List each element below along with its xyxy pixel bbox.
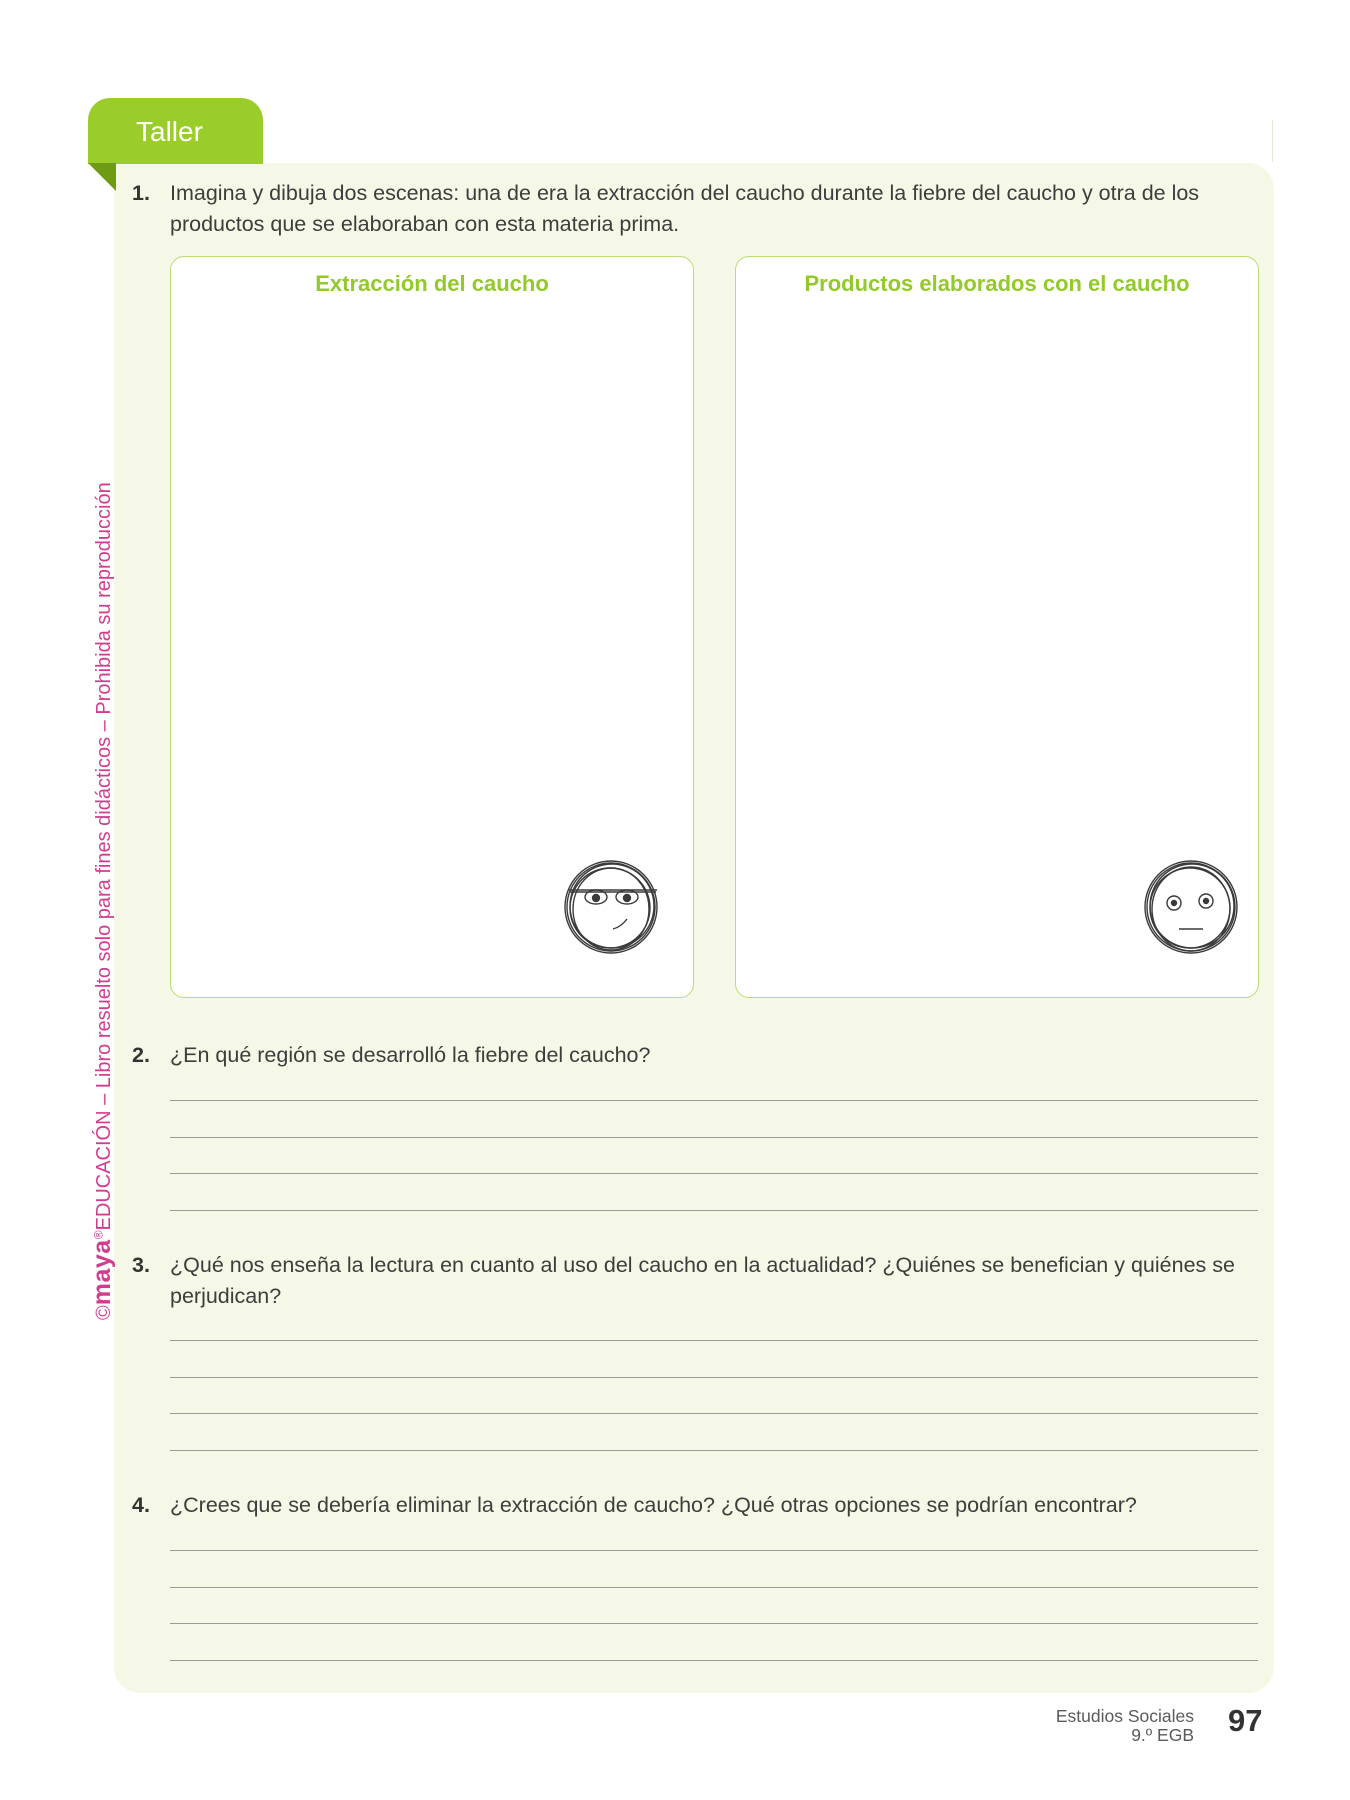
question-text: ¿En qué región se desarrolló la fiebre del caucho? — [170, 1043, 651, 1067]
question-2 — [132, 1040, 1262, 1071]
question-number: 3. — [132, 1253, 150, 1277]
drawing-box-products[interactable] — [735, 256, 1259, 998]
question-4 — [132, 1490, 1262, 1521]
copyright-notice: EDUCACIÓN – Libro resuelto solo para fines didácticos – Prohibida su reproducción — [93, 482, 115, 1231]
brand-logo-text: maya — [88, 1239, 116, 1306]
question-1 — [132, 178, 1262, 240]
answer-line[interactable] — [170, 1550, 1258, 1551]
answer-line[interactable] — [170, 1587, 1258, 1588]
question-text: ¿Crees que se debería eliminar la extracción de caucho? ¿Qué otras opciones se podrían encontrar? — [170, 1493, 1137, 1517]
page-number: 97 — [1228, 1703, 1263, 1738]
top-divider — [1272, 120, 1273, 162]
answer-line[interactable] — [170, 1450, 1258, 1451]
answer-line[interactable] — [170, 1377, 1258, 1378]
drawing-box-title: Productos elaborados con el caucho — [804, 271, 1190, 296]
smiling-face-sketch-icon — [561, 857, 661, 957]
drawing-box-title: Extracción del caucho — [315, 271, 549, 296]
question-text: ¿Qué nos enseña la lectura en cuanto al uso del caucho en la actualidad? ¿Quiénes se benefician y quiénes se perjudican? — [170, 1253, 1235, 1308]
section-tab-label: Taller — [136, 116, 203, 147]
drawing-box-extraction[interactable] — [170, 256, 694, 998]
copyright-sidebar — [88, 482, 117, 1320]
answer-line[interactable] — [170, 1137, 1258, 1138]
copyright-symbol: © — [93, 1305, 115, 1320]
question-number: 4. — [132, 1493, 150, 1517]
answer-line[interactable] — [170, 1100, 1258, 1101]
answer-line[interactable] — [170, 1173, 1258, 1174]
neutral-face-sketch-icon — [1141, 857, 1241, 957]
question-number: 2. — [132, 1043, 150, 1067]
footer-subject — [1056, 1707, 1194, 1745]
answer-line[interactable] — [170, 1660, 1258, 1661]
footer-subject-name: Estudios Sociales — [1055, 1706, 1194, 1726]
question-3 — [132, 1250, 1262, 1312]
section-tab — [88, 98, 263, 164]
tab-fold — [88, 163, 116, 191]
answer-line[interactable] — [170, 1210, 1258, 1211]
footer-grade: 9.º EGB — [1131, 1725, 1194, 1745]
registered-mark: ® — [91, 1230, 106, 1240]
answer-line[interactable] — [170, 1413, 1258, 1414]
question-text: Imagina y dibuja dos escenas: una de era la extracción del caucho durante la fiebre del caucho y otra de los productos que se elaboraban con esta materia prima. — [170, 181, 1200, 236]
answer-line[interactable] — [170, 1340, 1258, 1341]
question-number: 1. — [132, 181, 150, 205]
answer-line[interactable] — [170, 1623, 1258, 1624]
